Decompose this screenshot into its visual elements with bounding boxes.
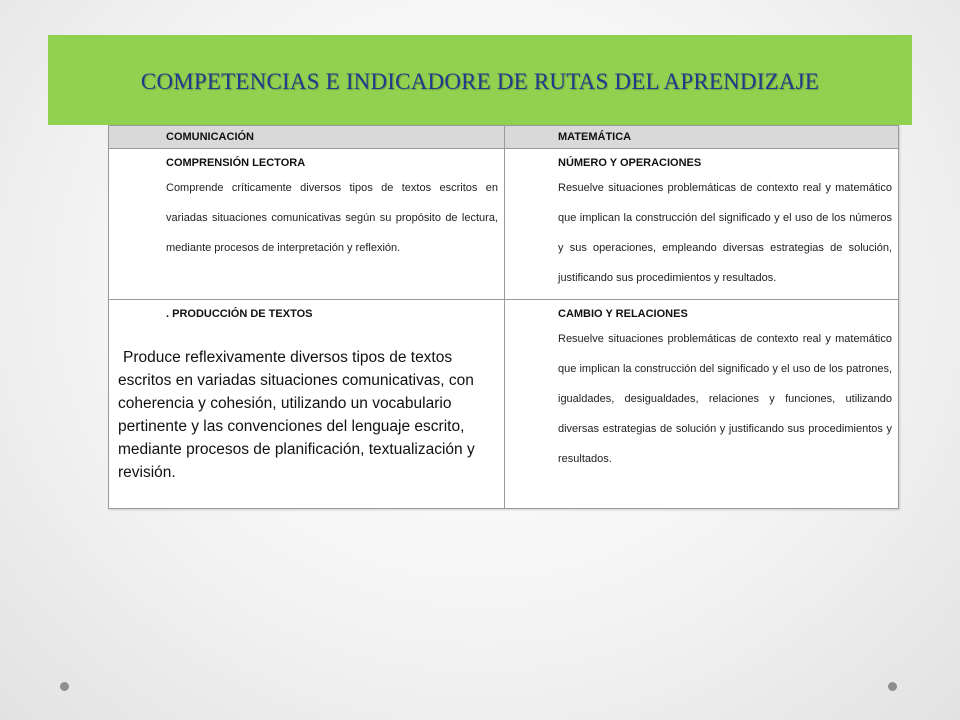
table-row <box>109 300 899 509</box>
cell-heading: NÚMERO Y OPERACIONES <box>558 157 702 169</box>
cell-text: Resuelve situaciones problemáticas de contexto real y matemático que implican la construcción del significado y el uso de los números y sus operaciones, empleando diversas estrategias de solución, justificando sus procedimientos y resultados. <box>558 182 892 284</box>
cell-text: Comprende críticamente diversos tipos de textos escritos en variadas situaciones comunicativas según su propósito de lectura, mediante procesos de interpretación y reflexión. <box>166 182 498 254</box>
cell-numero-operaciones <box>505 149 899 300</box>
cell-text: Resuelve situaciones problemáticas de contexto real y matemático que implican la construcción del significado y el uso de los patrones, igualdades, desigualdades, relaciones y funciones, utilizando diversas estrategias de solución y justificando sus procedimientos y resultados. <box>558 333 892 465</box>
cell-heading: . PRODUCCIÓN DE TEXTOS <box>166 308 313 320</box>
cell-produccion-textos <box>109 300 505 509</box>
cell-text: Produce reflexivamente diversos tipos de textos escritos en variadas situaciones comunicativas, con coherencia y cohesión, utilizando un vocabulario pertinente y las convenciones del lenguaje escrito, mediante procesos de planificación, textualización y revisión. <box>118 349 475 481</box>
cell-cambio-relaciones <box>505 300 899 509</box>
header-matematica: MATEMÁTICA <box>505 126 899 149</box>
competencies-table <box>108 125 899 509</box>
table-header-row <box>109 126 899 149</box>
decorative-dot-right <box>888 682 897 691</box>
cell-heading: CAMBIO Y RELACIONES <box>558 308 688 320</box>
table-row <box>109 149 899 300</box>
title-banner <box>48 35 912 125</box>
slide-title: COMPETENCIAS E INDICADORE DE RUTAS DEL APRENDIZAJE <box>140 69 820 94</box>
cell-heading: COMPRENSIÓN LECTORA <box>166 157 306 169</box>
decorative-dot-left <box>60 682 69 691</box>
cell-comprension-lectora <box>109 149 505 300</box>
header-comunicacion: COMUNICACIÓN <box>109 126 505 149</box>
